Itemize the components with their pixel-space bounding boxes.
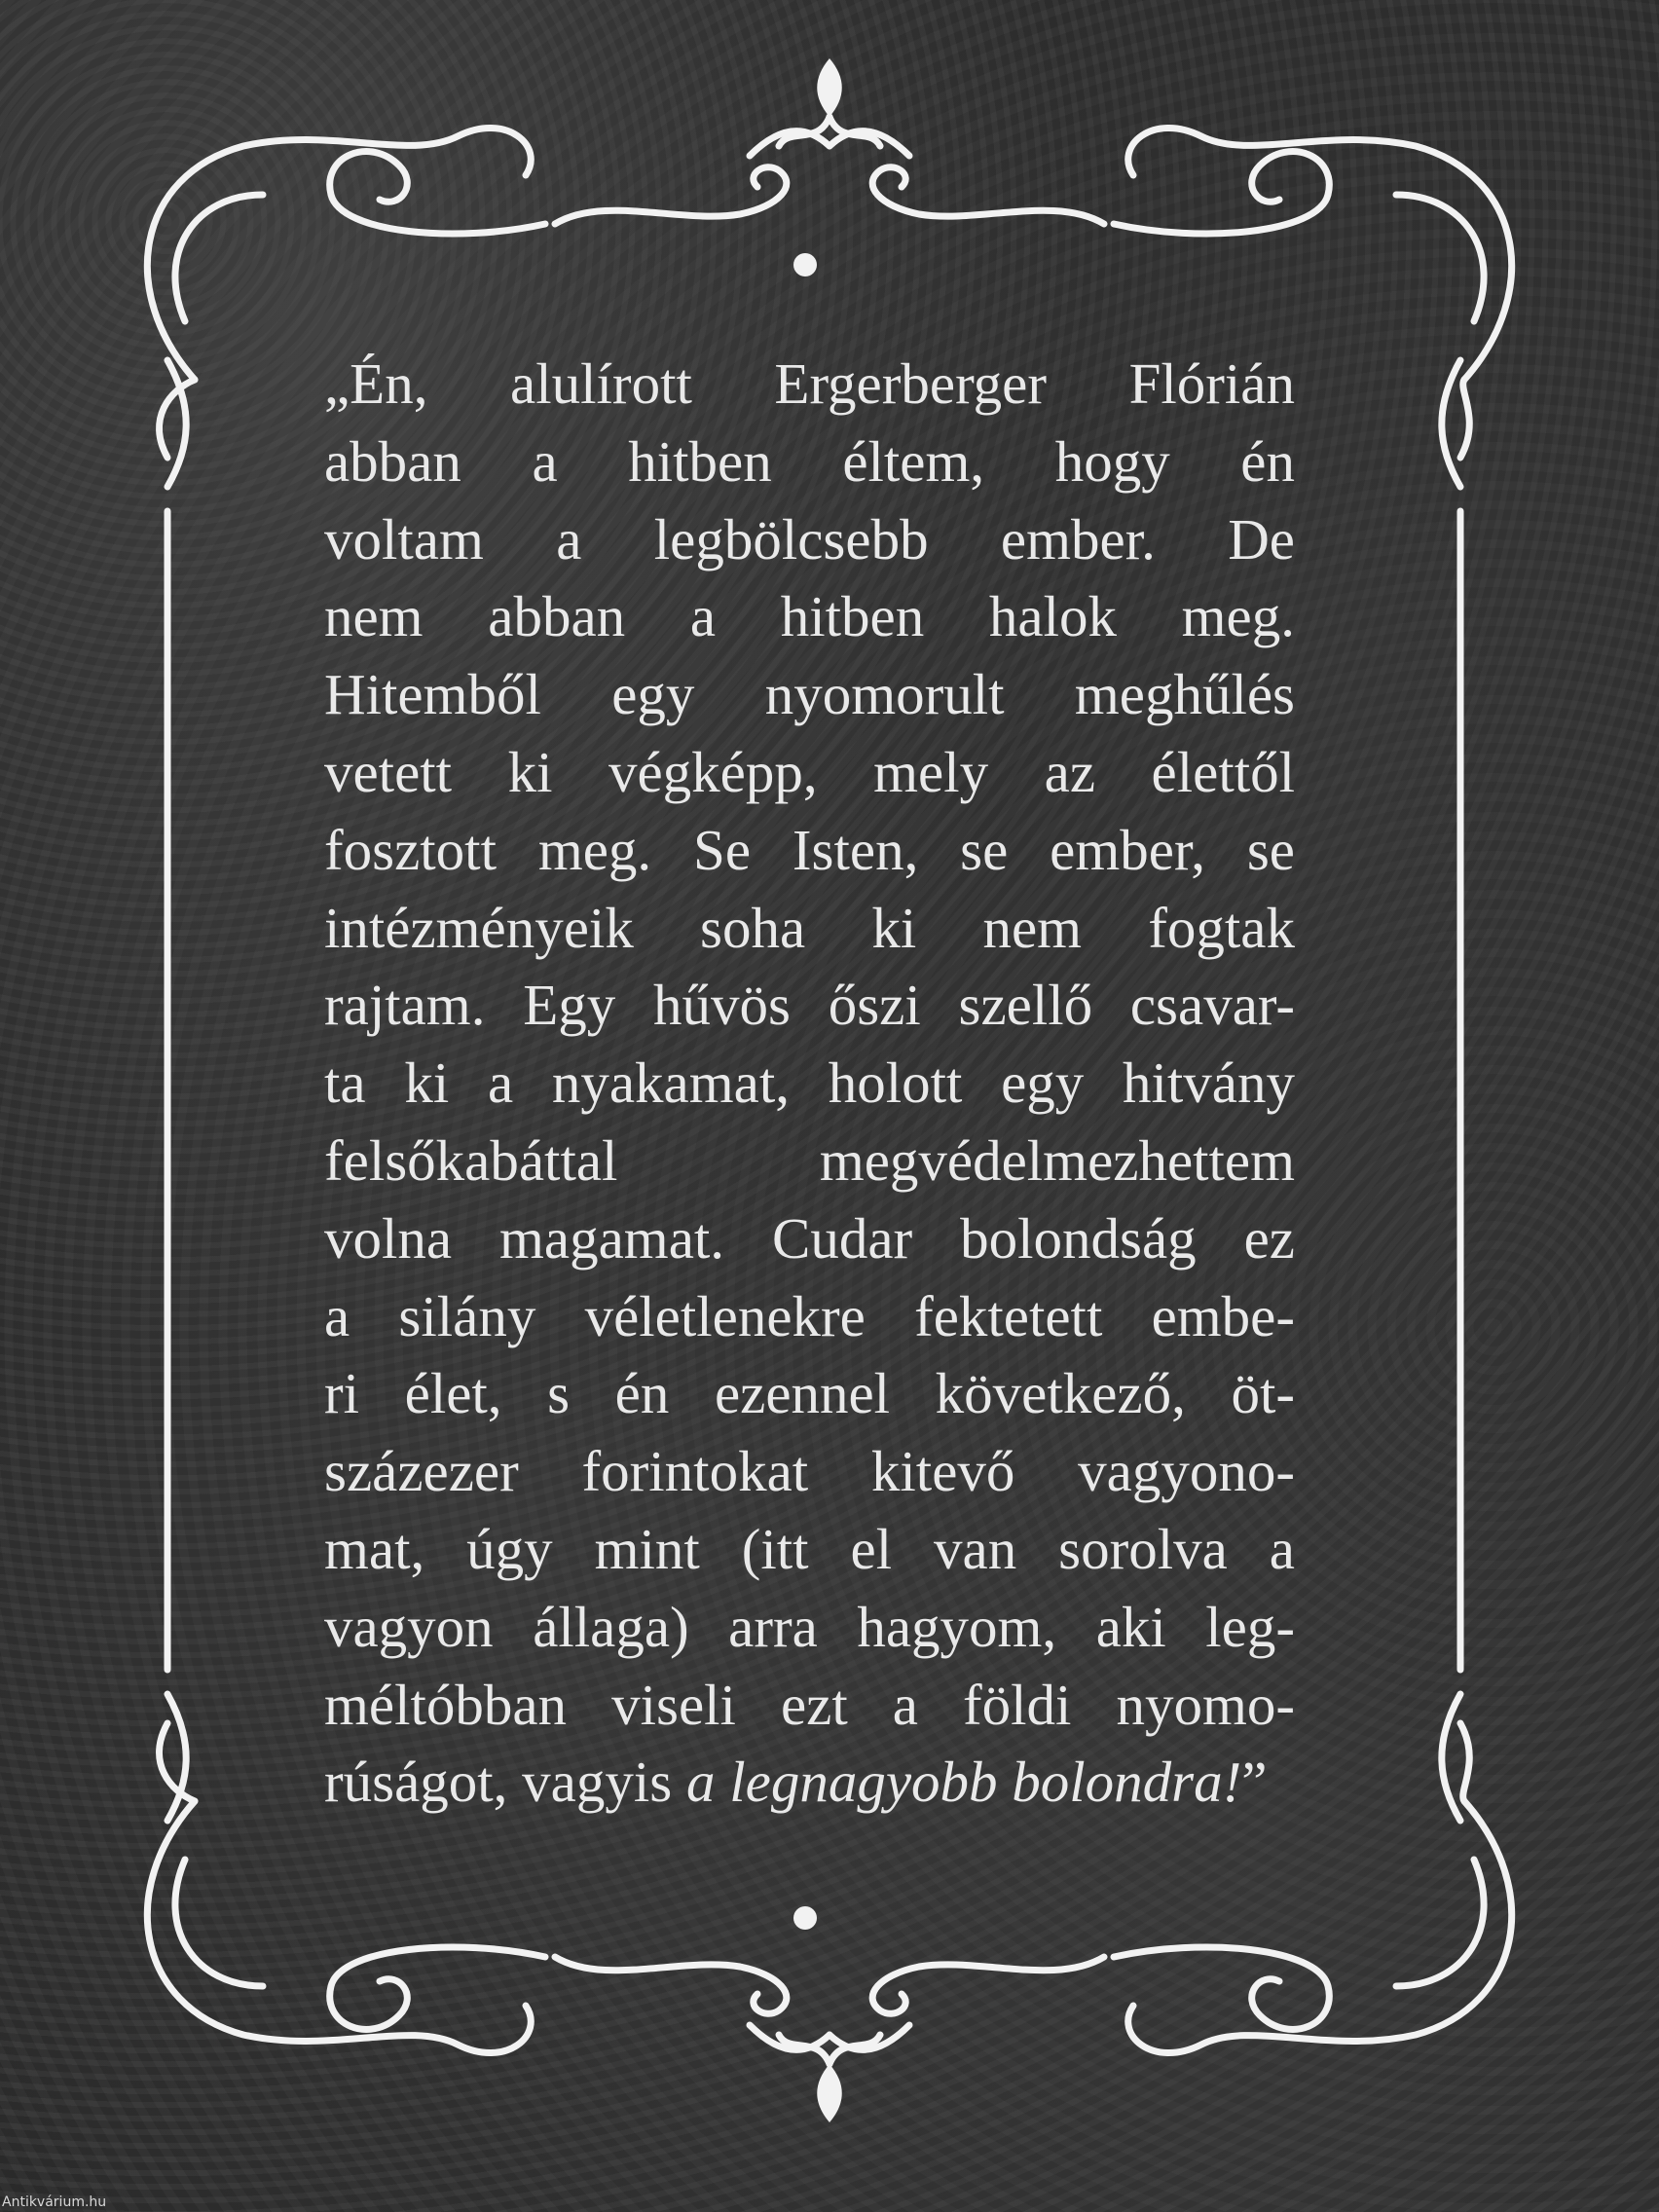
quote-line: százezer forintokat kitevő vagyono- <box>324 1439 1295 1504</box>
testament-quote <box>324 346 1295 1822</box>
quote-line: rajtam. Egy hűvös őszi szellő csavar- <box>324 973 1295 1038</box>
quote-last-line <box>324 1744 1295 1822</box>
quote-last-plain: rúságot, vagyis <box>324 1750 686 1815</box>
quote-line: volna magamat. Cudar bolondság ez <box>324 1205 1295 1271</box>
quote-line: fosztott meg. Se Isten, se ember, se <box>324 817 1295 882</box>
quote-line: méltóbban viseli ezt a földi nyomo- <box>324 1672 1295 1737</box>
quote-line: felsőkabáttal megvédelmezhettem <box>324 1127 1295 1193</box>
top-dot <box>793 253 817 276</box>
watermark: Antikvárium.hu <box>2 2194 107 2210</box>
quote-line: „Én, alulírott Ergerberger Flórián <box>324 351 1295 416</box>
quote-line: intézményeik soha ki nem fogtak <box>324 895 1295 960</box>
quote-line: abban a hitben éltem, hogy én <box>324 428 1295 494</box>
quote-line: ta ki a nyakamat, holott egy hitvány <box>324 1051 1295 1116</box>
quote-line: ri élet, s én ezennel következő, öt- <box>324 1361 1295 1426</box>
quote-line: voltam a legbölcsebb ember. De <box>324 506 1295 571</box>
quote-line: vagyon állaga) arra hagyom, aki leg- <box>324 1594 1295 1659</box>
bottom-dot <box>793 1906 817 1930</box>
quote-line: vetett ki végképp, mely az élettől <box>324 739 1295 804</box>
quote-last-italic: a legnagyobb bolondra! <box>685 1750 1242 1815</box>
closing-quote: ” <box>1241 1750 1268 1815</box>
quote-line: a silány véletlenekre fektetett embe- <box>324 1283 1295 1348</box>
quote-line: nem abban a hitben halok meg. <box>324 584 1295 649</box>
quote-line: mat, úgy mint (itt el van sorolva a <box>324 1516 1295 1581</box>
quote-line: Hitemből egy nyomorult meghűlés <box>324 662 1295 727</box>
